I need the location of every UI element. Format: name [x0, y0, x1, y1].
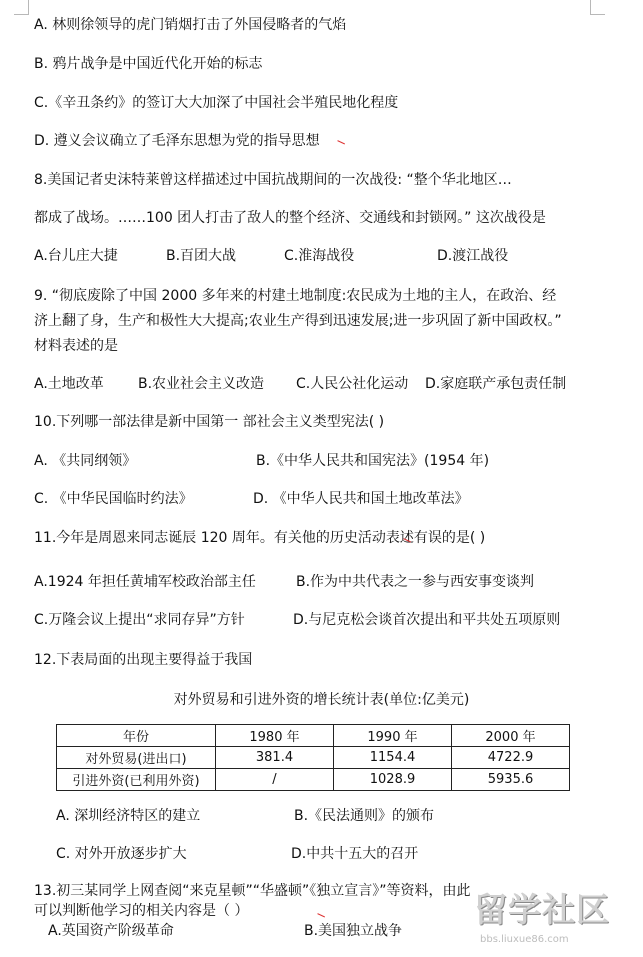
table-cell: 1028.9 [334, 769, 452, 791]
q9-stem-line2: 济上翻了身，生产和极性大大提高;农业生产得到迅速发展;进一步巩固了新中国政权。” [34, 313, 562, 329]
table-cell: 5935.6 [452, 769, 570, 791]
table-header-cell: 2000 年 [452, 725, 570, 747]
q9-option-b: B.农业社会主义改造 [138, 376, 265, 392]
q9-stem-line3: 材料表述的是 [34, 338, 118, 354]
spellcheck-mark [337, 137, 346, 145]
watermark-url: bbs.liuxue86.com [480, 934, 569, 945]
table-caption: 对外贸易和引进外资的增长统计表(单位:亿美元) [173, 692, 470, 708]
watermark-logo: 留学社区 [474, 890, 610, 929]
q7-option-a: A. 林则徐领导的虎门销烟打击了外国侵略者的气焰 [34, 17, 347, 33]
table-row [57, 747, 570, 769]
table-header-cell: 年份 [57, 725, 216, 747]
q8-stem-line1: 8.美国记者史沫特莱曾这样描述过中国抗战期间的一次战役: “整个华北地区… [34, 172, 512, 188]
q10-option-a: A. 《共同纲领》 [34, 453, 137, 469]
q8-option-c: C.淮海战役 [284, 248, 355, 264]
table-cell: 1154.4 [334, 747, 452, 769]
table-header-cell: 1990 年 [334, 725, 452, 747]
q11-option-d: D.与尼克松会谈首次提出和平共处五项原则 [293, 612, 561, 628]
q13-option-a: A.英国资产阶级革命 [48, 923, 174, 939]
q8-option-a: A.台儿庄大捷 [34, 248, 118, 264]
q12-option-a: A. 深圳经济特区的建立 [56, 808, 201, 824]
margin-corner-mark [590, 0, 605, 15]
q10-option-d: D. 《中华人民共和国土地改革法》 [253, 491, 469, 507]
q8-option-d: D.渡江战役 [437, 248, 509, 264]
q7-option-d: D. 遵义会议确立了毛泽东思想为党的指导思想 [34, 133, 320, 149]
q13-option-b: B.美国独立战争 [304, 923, 403, 939]
q13-stem-line2: 可以判断他学习的相关内容是（ ） [34, 903, 249, 919]
q9-option-a: A.土地改革 [34, 376, 104, 392]
statistics-table [56, 724, 570, 791]
q9-stem-line1: 9. “彻底废除了中国 2000 多年来的村建土地制度:农民成为土地的主人，在政治、经 [34, 288, 557, 304]
table-cell: / [216, 769, 334, 791]
q10-stem: 10.下列哪一部法律是新中国第一 部社会主义类型宪法( ) [34, 414, 385, 430]
table-cell: 4722.9 [452, 747, 570, 769]
table-cell: 引进外资(已利用外资) [57, 769, 216, 791]
q13-stem-line1: 13.初三某同学上网查阅“来克星顿”“华盛顿”《独立宣言》”等资料，由此 [34, 883, 471, 899]
q11-option-a: A.1924 年担任黄埔军校政治部主任 [34, 574, 256, 590]
q9-option-d: D.家庭联产承包责任制 [425, 376, 567, 392]
q12-option-c: C. 对外开放逐步扩大 [56, 846, 187, 862]
site-watermark [474, 884, 642, 956]
table-header-row [57, 725, 570, 747]
q8-option-b: B.百团大战 [166, 248, 237, 264]
q12-option-b: B.《民法通则》的颁布 [294, 808, 435, 824]
q8-stem-line2: 都成了战场。……100 团人打击了敌人的整个经济、交通线和封锁网。” 这次战役是 [34, 210, 546, 226]
margin-corner-mark [14, 0, 29, 15]
table-cell: 对外贸易(进出口) [57, 747, 216, 769]
q11-option-b: B.作为中共代表之一参与西安事变谈判 [296, 574, 535, 590]
q7-option-c: C.《辛丑条约》的签订大大加深了中国社会半殖民地化程度 [34, 95, 399, 111]
q11-stem: 11.今年是周恩来同志诞辰 120 周年。有关他的历史活动表述有误的是( ) [34, 530, 486, 546]
q10-option-c: C. 《中华民国临时约法》 [34, 491, 193, 507]
q12-option-d: D.中共十五大的召开 [291, 846, 419, 862]
q7-option-b: B. 鸦片战争是中国近代化开始的标志 [34, 56, 263, 72]
q12-stem: 12.下表局面的出现主要得益于我国 [34, 652, 253, 668]
q10-option-b: B.《中华人民共和国宪法》(1954 年) [256, 453, 490, 469]
table-cell: 381.4 [216, 747, 334, 769]
spellcheck-mark [317, 910, 326, 918]
table-header-cell: 1980 年 [216, 725, 334, 747]
q11-option-c: C.万隆会议上提出“求同存异”方针 [34, 612, 245, 628]
table-row [57, 769, 570, 791]
q9-option-c: C.人民公社化运动 [296, 376, 409, 392]
